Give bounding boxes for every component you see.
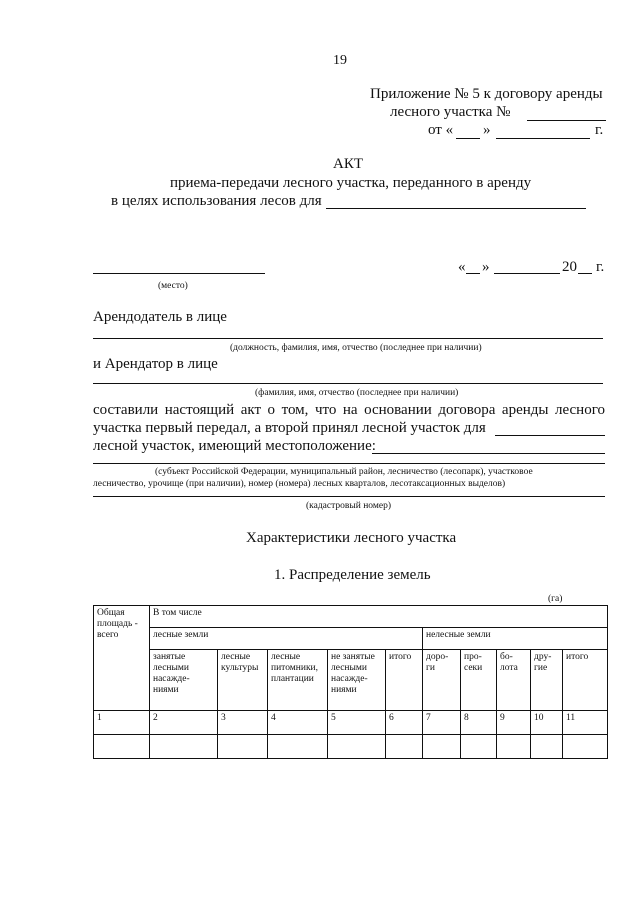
appendix-contract-label: лесного участка № — [390, 104, 511, 120]
total-area-header: Общая площадь - всего — [94, 606, 150, 711]
column-number: 8 — [461, 711, 497, 735]
contract-number-blank — [527, 120, 606, 121]
column-number: 10 — [531, 711, 563, 735]
column-number: 2 — [150, 711, 218, 735]
column-number: 6 — [386, 711, 423, 735]
table-cell[interactable] — [268, 735, 328, 759]
location-caption-1: (субъект Российской Федерации, муниципальный район, лесничество (лесопарк), участковое — [155, 467, 533, 477]
page-number: 19 — [333, 53, 347, 68]
purpose-blank — [326, 208, 586, 209]
appendix-day-blank — [456, 138, 480, 139]
date-close-quote: » — [482, 259, 490, 275]
column-header: дру-гие — [531, 650, 563, 711]
column-number: 5 — [328, 711, 386, 735]
appendix-year-suffix: г. — [595, 122, 604, 138]
body-line-2: участка первый передал, а второй принял лесной участок для — [93, 420, 486, 436]
act-purpose-label: в целях использования лесов для — [111, 193, 322, 209]
lessor-blank — [93, 338, 603, 339]
table-cell[interactable] — [461, 735, 497, 759]
table-row — [94, 735, 608, 759]
table-cell[interactable] — [497, 735, 531, 759]
date-month-blank — [494, 273, 560, 274]
column-number: 9 — [497, 711, 531, 735]
table-cell[interactable] — [423, 735, 461, 759]
column-number: 3 — [218, 711, 268, 735]
column-number: 11 — [563, 711, 608, 735]
body-line-1: составили настоящий акт о том, что на основании договора аренды лесного — [93, 402, 605, 418]
appendix-month-blank — [496, 138, 590, 139]
use-purpose-blank — [495, 435, 605, 436]
subsection-title: 1. Распределение земель — [274, 567, 431, 583]
column-number: 7 — [423, 711, 461, 735]
table-cell[interactable] — [94, 735, 150, 759]
appendix-from-label: от « — [428, 122, 454, 138]
column-header: итого — [386, 650, 423, 711]
column-header: занятые лесными насажде-ниями — [150, 650, 218, 711]
lessee-caption: (фамилия, имя, отчество (последнее при наличии) — [255, 388, 459, 398]
cadastral-caption: (кадастровый номер) — [306, 501, 392, 511]
location-blank-2 — [93, 463, 605, 464]
column-number-row — [94, 711, 608, 735]
including-header: В том числе — [150, 606, 608, 628]
column-header: доро-ги — [423, 650, 461, 711]
column-header: итого — [563, 650, 608, 711]
column-header: про-секи — [461, 650, 497, 711]
body-line-3: лесной участок, имеющий местоположение: — [93, 438, 376, 454]
nonforest-lands-header: нелесные земли — [423, 628, 608, 650]
location-caption-2: лесничество, урочище (при наличии), номер (номера) лесных кварталов, лесотаксационных выделов) — [93, 479, 506, 489]
column-number: 1 — [94, 711, 150, 735]
table-cell[interactable] — [218, 735, 268, 759]
unit-label: (га) — [548, 594, 563, 604]
section-title: Характеристики лесного участка — [246, 530, 457, 546]
lessor-caption: (должность, фамилия, имя, отчество (последнее при наличии) — [230, 343, 482, 353]
column-header: лесные культуры — [218, 650, 268, 711]
date-day-blank — [466, 273, 480, 274]
table-header-row-3 — [94, 650, 608, 711]
table-header-row-2 — [94, 628, 608, 650]
date-century: 20 — [562, 259, 577, 275]
place-caption: (место) — [158, 281, 188, 291]
table-cell[interactable] — [150, 735, 218, 759]
lessor-label: Арендодатель в лице — [93, 309, 227, 325]
column-header: не занятые лесными насажде-ниями — [328, 650, 386, 711]
date-year-suffix: г. — [596, 259, 605, 275]
table-cell[interactable] — [563, 735, 608, 759]
table-cell[interactable] — [531, 735, 563, 759]
column-number: 4 — [268, 711, 328, 735]
forest-lands-header: лесные земли — [150, 628, 423, 650]
act-subtitle: приема-передачи лесного участка, переданного в аренду — [170, 175, 532, 191]
date-open-quote: « — [458, 259, 466, 275]
lessee-label: и Арендатор в лице — [93, 356, 218, 372]
table-cell[interactable] — [386, 735, 423, 759]
date-year-blank — [578, 273, 592, 274]
act-title: АКТ — [333, 156, 363, 172]
cadastral-blank — [93, 496, 605, 497]
appendix-quote-close: » — [483, 122, 491, 138]
table-header-row-1 — [94, 606, 608, 628]
lessee-blank — [93, 383, 603, 384]
column-header: лесные питомники, плантации — [268, 650, 328, 711]
table-cell[interactable] — [328, 735, 386, 759]
land-distribution-table — [93, 605, 608, 759]
location-blank — [372, 453, 605, 454]
appendix-line-1: Приложение № 5 к договору аренды — [370, 86, 603, 102]
place-blank — [93, 273, 265, 274]
column-header: бо-лота — [497, 650, 531, 711]
